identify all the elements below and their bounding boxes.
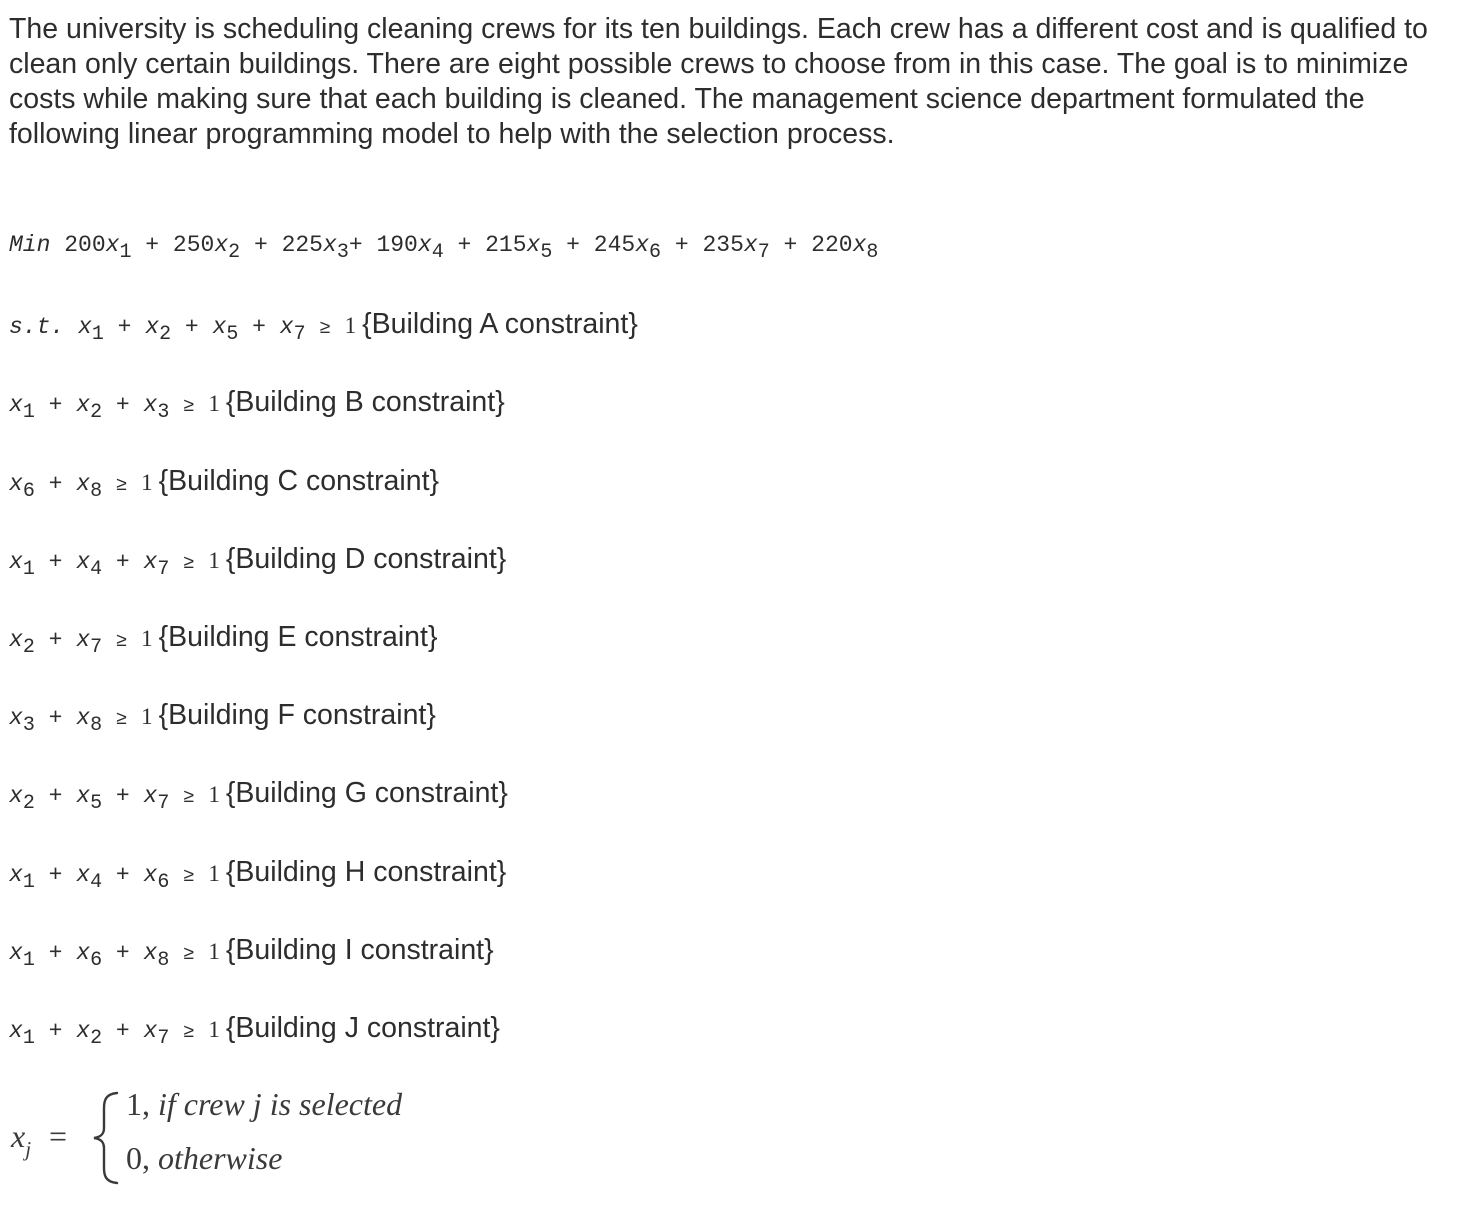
constraint-row (9, 777, 508, 815)
relation-symbol: ≥ (183, 865, 195, 887)
objective-term: + 235x7 (661, 232, 770, 264)
rhs-value: 1 (208, 861, 220, 886)
relation-symbol: ≥ (183, 786, 195, 808)
rhs-value: 1 (344, 313, 357, 338)
constraint-expression: x6 + x8 ≥ 1 (9, 470, 153, 503)
rhs-value: 1 (141, 704, 153, 729)
constraint-label: {Building H constraint} (225, 856, 507, 888)
decision-variable: x5 (76, 783, 103, 815)
decision-variable: x1 (78, 314, 104, 346)
constraint-label: {Building C constraint} (158, 465, 440, 497)
decision-variable: x3 (143, 392, 170, 424)
subject-to-label: s.t. (9, 314, 65, 340)
constraint-row (9, 856, 507, 894)
constraint-label: {Building I constraint} (225, 934, 494, 966)
decision-variable: x5 (212, 314, 239, 346)
constraint-row (9, 699, 436, 737)
relation-symbol: ≥ (183, 943, 195, 965)
definition-variable: $x_j$ (11, 1118, 32, 1161)
definition-equals: = (49, 1118, 68, 1154)
constraint-expression: x1 + x4 + x6 ≥ 1 (9, 861, 220, 894)
decision-variable: x4 (76, 862, 103, 894)
objective-term: + 250x2 (131, 232, 241, 264)
relation-symbol: ≥ (183, 1021, 195, 1043)
objective-term: + 225x3+ (240, 232, 363, 264)
decision-variable: x4 (76, 549, 103, 581)
constraint-expression: s.t. x1 + x2 + x5 + x7 ≥ 1 (9, 313, 357, 346)
relation-symbol: ≥ (319, 317, 331, 339)
objective-term: 200x1 (64, 232, 132, 264)
decision-variable: x1 (9, 392, 35, 424)
decision-variable: x7 (279, 314, 306, 346)
relation-symbol: ≥ (115, 708, 128, 730)
decision-variable: x1 (9, 940, 35, 972)
rhs-value: 1 (208, 1017, 220, 1042)
decision-variable: x2 (9, 627, 35, 659)
constraint-label: {Building J constraint} (225, 1012, 500, 1044)
constraint-expression: x1 + x2 + x3 ≥ 1 (9, 391, 220, 424)
decision-variable: x8 (143, 940, 170, 972)
variable-definition (9, 1082, 529, 1192)
decision-variable: x3 (9, 705, 35, 737)
decision-variable: x6 (9, 471, 35, 503)
constraint-row (9, 308, 638, 346)
relation-symbol: ≥ (183, 395, 195, 417)
rhs-value: 1 (208, 939, 220, 964)
constraint-expression: x2 + x5 + x7 ≥ 1 (9, 782, 220, 815)
constraint-expression: x2 + x7 ≥ 1 (9, 626, 153, 659)
objective-function (9, 232, 879, 264)
objective-terms (64, 232, 879, 264)
decision-variable: x1 (9, 1018, 35, 1050)
decision-variable: x6 (143, 862, 170, 894)
constraint-label: {Building G constraint} (225, 777, 508, 809)
decision-variable: x6 (76, 940, 103, 972)
decision-variable: x2 (9, 783, 35, 815)
problem-description: The university is scheduling cleaning crews for its ten buildings. Each crew has a different cost and is qualified to clean only certain buildings. There are eight possible crews to choose from in this case. The goal is to minimize costs while making sure that each building is cleaned. The management science department formulated the following linear programming model to help with the selection process. (9, 13, 1428, 150)
constraint-expression: x1 + x4 + x7 ≥ 1 (9, 548, 220, 581)
decision-variable: x7 (143, 783, 170, 815)
relation-symbol: ≥ (115, 630, 128, 652)
decision-variable: x2 (76, 392, 103, 424)
rhs-value: 1 (141, 626, 153, 651)
decision-variable: x8 (76, 471, 103, 503)
decision-variable: x1 (9, 862, 35, 894)
constraint-expression: x1 + x2 + x7 ≥ 1 (9, 1017, 220, 1050)
constraint-row (9, 465, 440, 503)
decision-variable: x7 (143, 1018, 170, 1050)
objective-term: + 245x6 (552, 232, 662, 264)
constraint-expression: x3 + x8 ≥ 1 (9, 704, 153, 737)
constraint-expression: x1 + x6 + x8 ≥ 1 (9, 939, 220, 972)
constraint-label: {Building F constraint} (158, 699, 436, 731)
decision-variable: x1 (9, 549, 35, 581)
decision-variable: x7 (143, 549, 170, 581)
objective-keyword: Min (9, 232, 51, 258)
constraint-row (9, 621, 438, 659)
decision-variable: x2 (145, 314, 172, 346)
rhs-value: 1 (208, 548, 220, 573)
rhs-value: 1 (141, 470, 153, 495)
decision-variable: x8 (76, 705, 103, 737)
constraint-label: {Building D constraint} (225, 543, 507, 575)
objective-term: + 220x8 (769, 232, 879, 264)
constraint-row (9, 386, 505, 424)
objective-term: + 215x5 (443, 232, 553, 264)
rhs-value: 1 (208, 391, 220, 416)
decision-variable: x7 (76, 627, 103, 659)
constraint-label: {Building E constraint} (158, 621, 438, 653)
constraint-label: {Building A constraint} (362, 308, 638, 340)
relation-symbol: ≥ (115, 474, 128, 496)
relation-symbol: ≥ (183, 552, 195, 574)
case-selected: 1, if crew j is selected (126, 1086, 403, 1122)
constraint-row (9, 543, 507, 581)
rhs-value: 1 (208, 782, 220, 807)
decision-variable: x2 (76, 1018, 103, 1050)
constraint-row (9, 1012, 500, 1050)
objective-term: 190x4 (376, 232, 444, 264)
constraint-label: {Building B constraint} (225, 386, 505, 418)
constraint-row (9, 934, 494, 972)
case-otherwise: 0, otherwise (126, 1140, 283, 1176)
left-brace (89, 1090, 123, 1186)
